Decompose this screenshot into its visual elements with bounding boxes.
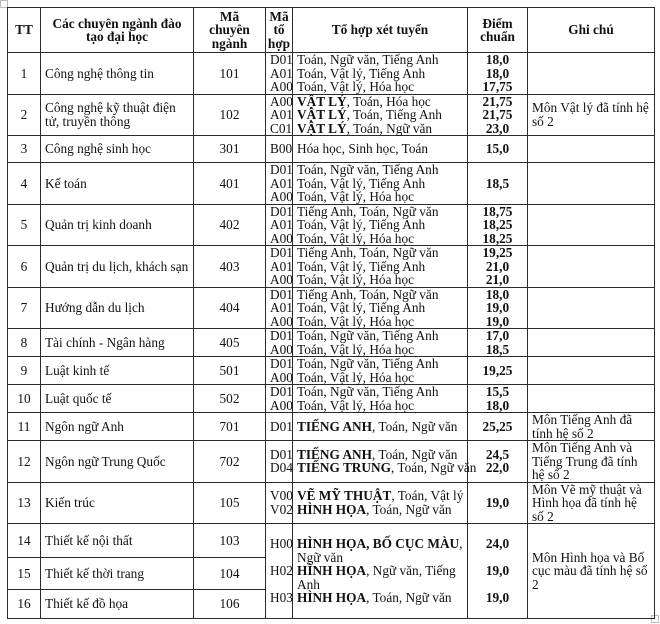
weighted-subject: HÌNH HỌA bbox=[297, 501, 367, 517]
note bbox=[528, 385, 655, 413]
combo-code: H02 bbox=[270, 563, 293, 578]
combo-code-cell bbox=[266, 357, 293, 385]
table-row bbox=[8, 329, 655, 357]
row-number: 4 bbox=[8, 163, 41, 205]
subject-combo bbox=[297, 564, 463, 591]
table-row bbox=[8, 246, 655, 288]
table-row bbox=[8, 204, 655, 246]
combo-code: D01 bbox=[270, 203, 293, 219]
major-name: Ngôn ngữ Anh bbox=[41, 413, 194, 441]
other-subjects: , Toán, Ngữ văn bbox=[346, 120, 433, 136]
combo-code: A01 bbox=[270, 65, 293, 81]
other-subjects: Toán, Ngữ văn, Tiếng Anh bbox=[297, 356, 439, 371]
cutoff-score-cell bbox=[468, 329, 528, 357]
cutoff-score: 18,5 bbox=[485, 341, 510, 357]
major-code: 104 bbox=[194, 557, 266, 590]
note bbox=[528, 246, 655, 288]
combo-code-cell bbox=[266, 441, 293, 483]
header-major-name: Các chuyên ngành đào tạo đại học bbox=[41, 8, 194, 53]
subject-combo bbox=[297, 205, 463, 219]
table-row bbox=[8, 53, 655, 95]
combo-code: D01 bbox=[270, 418, 293, 434]
row-number: 7 bbox=[8, 287, 41, 329]
combo-code: A01 bbox=[270, 300, 293, 315]
row-number: 6 bbox=[8, 246, 41, 288]
subject-combo bbox=[297, 246, 463, 260]
weighted-subject: VẬT LÝ bbox=[297, 93, 347, 109]
cutoff-score-cell bbox=[468, 246, 528, 288]
weighted-subject: TIẾNG ANH bbox=[297, 446, 372, 462]
combo-code-cell bbox=[266, 94, 293, 136]
table-row bbox=[8, 441, 655, 483]
note bbox=[528, 163, 655, 205]
cutoff-score: 24,5 bbox=[485, 446, 510, 462]
subject-combo bbox=[297, 218, 463, 232]
combo-code: V02 bbox=[270, 501, 293, 517]
cutoff-score: 19,0 bbox=[485, 590, 510, 605]
major-name: Luật kinh tế bbox=[41, 357, 194, 385]
weighted-subject: VẬT LÝ bbox=[297, 107, 347, 122]
combo-code: A00 bbox=[270, 189, 293, 204]
subject-combo bbox=[297, 460, 477, 476]
cutoff-score: 19,25 bbox=[482, 245, 513, 260]
row-number: 3 bbox=[8, 136, 41, 163]
cutoff-score-cell bbox=[468, 287, 528, 329]
cutoff-score: 18,0 bbox=[485, 397, 510, 413]
combo-code: D01 bbox=[270, 286, 293, 302]
combo-code: A01 bbox=[270, 217, 293, 232]
major-code: 103 bbox=[194, 524, 266, 558]
combo-code: A00 bbox=[270, 397, 293, 413]
row-number: 11 bbox=[8, 413, 41, 441]
row-number: 9 bbox=[8, 357, 41, 385]
subject-combo-cell bbox=[293, 163, 468, 205]
other-subjects: Tiếng Anh, Toán, Ngữ văn bbox=[297, 203, 439, 219]
cutoff-score-cell bbox=[468, 441, 528, 483]
subject-combo-cell bbox=[293, 136, 468, 163]
subject-combo-cell bbox=[293, 287, 468, 329]
row-number: 2 bbox=[8, 94, 41, 136]
cutoff-score: 21,75 bbox=[482, 93, 513, 109]
other-subjects: Toán, Vật lý, Hóa học bbox=[297, 397, 414, 413]
other-subjects: , Toán, Ngữ văn bbox=[366, 501, 452, 517]
major-code: 404 bbox=[194, 287, 266, 329]
cutoff-score: 21,0 bbox=[485, 258, 510, 274]
major-name: Kế toán bbox=[41, 163, 194, 205]
combo-code: A00 bbox=[270, 272, 293, 287]
subject-combo bbox=[297, 448, 463, 462]
combo-code: D01 bbox=[270, 162, 293, 177]
weighted-subject: VẬT LÝ bbox=[297, 120, 347, 136]
combo-code: D01 bbox=[270, 446, 293, 462]
other-subjects: , Ngữ văn bbox=[297, 536, 463, 565]
subject-combo-cell bbox=[293, 204, 468, 246]
cutoff-score: 19,0 bbox=[485, 300, 510, 315]
cutoff-score: 17,0 bbox=[485, 328, 510, 343]
combo-code: A00 bbox=[270, 341, 293, 357]
major-name: Luật quốc tế bbox=[41, 385, 194, 413]
combo-code: A00 bbox=[270, 93, 293, 109]
header-tt: TT bbox=[8, 8, 41, 53]
table-row bbox=[8, 385, 655, 413]
combo-code-cell bbox=[266, 385, 293, 413]
combo-code: A00 bbox=[270, 369, 293, 385]
subject-combo-cell bbox=[293, 329, 468, 357]
note bbox=[528, 136, 655, 163]
weighted-subject: TIẾNG ANH bbox=[297, 418, 372, 434]
admission-score-table bbox=[7, 7, 655, 619]
subject-combo bbox=[297, 260, 463, 274]
subject-combo bbox=[297, 343, 463, 357]
cutoff-score-cell bbox=[468, 204, 528, 246]
combo-code-cell bbox=[266, 246, 293, 288]
cutoff-score: 15,0 bbox=[485, 141, 510, 157]
table-row bbox=[8, 482, 655, 524]
major-name: Quản trị du lịch, khách sạn bbox=[41, 246, 194, 288]
combo-code: D04 bbox=[270, 460, 293, 476]
other-subjects: Toán, Vật lý, Tiếng Anh bbox=[297, 175, 426, 191]
cutoff-score: 19,0 bbox=[485, 563, 510, 578]
header-note: Ghi chú bbox=[528, 8, 655, 53]
other-subjects: , Ngữ văn, Tiếng Anh bbox=[297, 563, 456, 592]
major-code: 101 bbox=[194, 53, 266, 95]
subject-combo bbox=[297, 385, 463, 399]
major-name: Công nghệ kỹ thuật điện tử, truyền thông bbox=[41, 94, 194, 136]
table-header-row bbox=[8, 8, 655, 53]
subject-combo bbox=[297, 53, 463, 67]
major-name: Thiết kế đồ họa bbox=[41, 590, 194, 619]
subject-combo bbox=[297, 357, 463, 371]
other-subjects: , Toán, Ngữ văn bbox=[372, 446, 458, 462]
subject-combo-cell bbox=[293, 441, 477, 483]
subject-combo-cell bbox=[293, 524, 468, 619]
subject-combo bbox=[297, 108, 463, 122]
other-subjects: Toán, Ngữ văn, Tiếng Anh bbox=[297, 162, 439, 177]
subject-combo bbox=[297, 315, 463, 329]
cutoff-score: 18,0 bbox=[485, 52, 510, 67]
other-subjects: Toán, Vật lý, Hóa học bbox=[297, 313, 414, 329]
subject-combo bbox=[297, 420, 463, 434]
row-number: 5 bbox=[8, 204, 41, 246]
major-code: 402 bbox=[194, 204, 266, 246]
subject-combo bbox=[297, 190, 463, 204]
combo-code-cell bbox=[266, 524, 293, 619]
cutoff-score: 18,0 bbox=[485, 286, 510, 302]
other-subjects: Toán, Vật lý, Hóa học bbox=[297, 272, 414, 287]
cutoff-score-cell bbox=[468, 482, 528, 524]
weighted-subject: HÌNH HỌA, BỐ CỤC MÀU bbox=[297, 536, 460, 551]
other-subjects: , Toán, Ngữ văn bbox=[390, 460, 477, 476]
cutoff-score-cell bbox=[468, 163, 528, 205]
cutoff-score-cell bbox=[468, 136, 528, 163]
subject-combo bbox=[297, 122, 463, 136]
major-code: 502 bbox=[194, 385, 266, 413]
combo-code: A01 bbox=[270, 175, 293, 191]
weighted-subject: HÌNH HỌA bbox=[297, 590, 367, 605]
other-subjects: , Toán, Ngữ văn bbox=[372, 418, 458, 434]
major-code: 405 bbox=[194, 329, 266, 357]
combo-code: A00 bbox=[270, 230, 293, 246]
combo-code: C01 bbox=[270, 120, 293, 136]
note bbox=[528, 53, 655, 95]
combo-code: D01 bbox=[270, 356, 293, 371]
cutoff-score: 25,25 bbox=[482, 418, 513, 434]
row-number: 16 bbox=[8, 590, 41, 619]
major-code: 501 bbox=[194, 357, 266, 385]
cutoff-score-cell bbox=[468, 94, 528, 136]
cutoff-score: 18,0 bbox=[485, 65, 510, 81]
major-name: Công nghệ thông tin bbox=[41, 53, 194, 95]
table-row bbox=[8, 287, 655, 329]
row-number: 8 bbox=[8, 329, 41, 357]
cutoff-score-cell bbox=[468, 524, 528, 619]
other-subjects: Hóa học, Sinh học, Toán bbox=[297, 141, 429, 157]
combo-code-cell bbox=[266, 287, 293, 329]
major-name: Kiến trúc bbox=[41, 482, 194, 524]
major-name: Thiết kế thời trang bbox=[41, 557, 194, 590]
other-subjects: Toán, Vật lý, Hóa học bbox=[297, 341, 414, 357]
cutoff-score: 18,25 bbox=[482, 217, 513, 232]
major-name: Ngôn ngữ Trung Quốc bbox=[41, 441, 194, 483]
weighted-subject: TIẾNG TRUNG bbox=[297, 460, 391, 476]
row-number: 12 bbox=[8, 441, 41, 483]
subject-combo bbox=[297, 67, 463, 81]
table-row bbox=[8, 357, 655, 385]
subject-combo bbox=[297, 329, 463, 343]
subject-combo bbox=[297, 537, 463, 564]
cutoff-score: 23,0 bbox=[485, 120, 510, 136]
major-name: Quản trị kinh doanh bbox=[41, 204, 194, 246]
other-subjects: Tiếng Anh, Toán, Ngữ văn bbox=[297, 245, 439, 260]
cutoff-score-cell bbox=[468, 357, 528, 385]
subject-combo-cell bbox=[293, 482, 468, 524]
subject-combo bbox=[297, 301, 463, 315]
cutoff-score: 21,75 bbox=[482, 107, 513, 122]
combo-code: H00 bbox=[270, 536, 293, 551]
cutoff-score-cell bbox=[468, 53, 528, 95]
other-subjects: Toán, Vật lý, Hóa học bbox=[297, 230, 414, 246]
major-code: 102 bbox=[194, 94, 266, 136]
cutoff-score: 19,0 bbox=[485, 495, 510, 510]
cutoff-score: 18,75 bbox=[482, 203, 513, 219]
subject-combo bbox=[297, 177, 463, 191]
combo-code: D01 bbox=[270, 52, 293, 67]
combo-code-cell bbox=[266, 482, 293, 524]
cutoff-score: 19,0 bbox=[485, 313, 510, 329]
subject-combo bbox=[297, 142, 463, 156]
subject-combo bbox=[297, 489, 463, 503]
subject-combo bbox=[297, 399, 463, 413]
note: Môn Tiếng Anh đã tính hệ số 2 bbox=[528, 413, 655, 441]
subject-combo-cell bbox=[293, 94, 468, 136]
other-subjects: Toán, Vật lý, Tiếng Anh bbox=[297, 217, 426, 232]
other-subjects: Toán, Vật lý, Tiếng Anh bbox=[297, 300, 426, 315]
note: Môn Hình họa và Bố cục màu đã tính hệ số 2 bbox=[528, 524, 655, 619]
subject-combo-cell bbox=[293, 53, 468, 95]
table-row bbox=[8, 136, 655, 163]
other-subjects: , Toán, Vật lý bbox=[391, 488, 464, 504]
other-subjects: Toán, Ngữ văn, Tiếng Anh bbox=[297, 52, 439, 67]
major-code: 105 bbox=[194, 482, 266, 524]
combo-code: D01 bbox=[270, 384, 293, 399]
other-subjects: Toán, Ngữ văn, Tiếng Anh bbox=[297, 384, 439, 399]
note: Môn Vẽ mỹ thuật và Hình họa đã tính hệ số 2 bbox=[528, 482, 655, 524]
other-subjects: Toán, Vật lý, Hóa học bbox=[297, 189, 414, 204]
subject-combo-cell bbox=[293, 357, 468, 385]
major-name: Công nghệ sinh học bbox=[41, 136, 194, 163]
subject-combo bbox=[297, 503, 463, 517]
row-number: 10 bbox=[8, 385, 41, 413]
other-subjects: Tiếng Anh, Toán, Ngữ văn bbox=[297, 286, 439, 302]
combo-code-cell bbox=[266, 163, 293, 205]
cutoff-score-cell bbox=[468, 385, 528, 413]
cutoff-score: 17,75 bbox=[482, 79, 513, 94]
subject-combo bbox=[297, 288, 463, 302]
note bbox=[528, 204, 655, 246]
subject-combo bbox=[297, 591, 463, 618]
combo-code: A00 bbox=[270, 313, 293, 329]
cutoff-score: 18,25 bbox=[482, 230, 513, 246]
cutoff-score: 15,5 bbox=[485, 384, 510, 399]
subject-combo bbox=[297, 80, 463, 94]
combo-code: V00 bbox=[270, 488, 293, 504]
cutoff-score: 19,25 bbox=[482, 362, 513, 378]
note bbox=[528, 329, 655, 357]
header-combo-code: Mã tổ hợp bbox=[266, 8, 293, 53]
other-subjects: , Toán, Tiếng Anh bbox=[346, 107, 442, 122]
subject-combo bbox=[297, 163, 463, 177]
row-number: 13 bbox=[8, 482, 41, 524]
subject-combo-cell bbox=[293, 413, 468, 441]
major-name: Hướng dẫn du lịch bbox=[41, 287, 194, 329]
weighted-subject: VẼ MỸ THUẬT bbox=[297, 488, 392, 504]
note: Môn Vật lý đã tính hệ số 2 bbox=[528, 94, 655, 136]
subject-combo bbox=[297, 273, 463, 287]
note bbox=[528, 287, 655, 329]
combo-code-cell bbox=[266, 329, 293, 357]
table-row bbox=[8, 163, 655, 205]
weighted-subject: HÌNH HỌA bbox=[297, 563, 367, 578]
major-code: 403 bbox=[194, 246, 266, 288]
major-code: 701 bbox=[194, 413, 266, 441]
combo-code: A01 bbox=[270, 258, 293, 274]
table-row bbox=[8, 94, 655, 136]
combo-code-cell bbox=[266, 53, 293, 95]
table-body bbox=[8, 53, 655, 619]
subject-combo bbox=[297, 371, 463, 385]
subject-combo-cell bbox=[293, 385, 468, 413]
major-code: 401 bbox=[194, 163, 266, 205]
major-name: Tài chính - Ngân hàng bbox=[41, 329, 194, 357]
combo-code: A01 bbox=[270, 107, 293, 122]
combo-code: A00 bbox=[270, 79, 293, 94]
cutoff-score: 18,5 bbox=[485, 175, 510, 191]
header-subject-combo: Tổ hợp xét tuyển bbox=[293, 8, 468, 53]
combo-code: B00 bbox=[270, 141, 293, 157]
other-subjects: , Toán, Ngữ văn bbox=[366, 590, 452, 605]
row-number: 1 bbox=[8, 53, 41, 95]
other-subjects: Toán, Vật lý, Tiếng Anh bbox=[297, 65, 426, 81]
combo-code-cell bbox=[266, 413, 293, 441]
table-row bbox=[8, 524, 655, 558]
subject-combo-cell bbox=[293, 246, 468, 288]
combo-code: H03 bbox=[270, 590, 293, 605]
other-subjects: Toán, Vật lý, Hóa học bbox=[297, 369, 414, 385]
major-code: 106 bbox=[194, 590, 266, 619]
major-code: 301 bbox=[194, 136, 266, 163]
combo-code-cell bbox=[266, 136, 293, 163]
other-subjects: , Toán, Hóa học bbox=[346, 93, 431, 109]
table-row bbox=[8, 413, 655, 441]
combo-code-cell bbox=[266, 204, 293, 246]
major-name: Thiết kế nội thất bbox=[41, 524, 194, 558]
header-cutoff-score: Điểm chuẩn bbox=[468, 8, 528, 53]
cutoff-score: 21,0 bbox=[485, 272, 510, 287]
combo-code: D01 bbox=[270, 245, 293, 260]
note bbox=[528, 357, 655, 385]
cutoff-score: 22,0 bbox=[485, 460, 510, 476]
other-subjects: Toán, Vật lý, Tiếng Anh bbox=[297, 258, 426, 274]
other-subjects: Toán, Ngữ văn, Tiếng Anh bbox=[297, 328, 439, 343]
combo-code: D01 bbox=[270, 328, 293, 343]
cutoff-score: 24,0 bbox=[485, 536, 510, 551]
note: Môn Tiếng Anh và Tiếng Trung đã tính hệ số 2 bbox=[528, 441, 655, 483]
other-subjects: Toán, Vật lý, Hóa học bbox=[297, 79, 414, 94]
subject-combo bbox=[297, 95, 463, 109]
row-number: 14 bbox=[8, 524, 41, 558]
cutoff-score-cell bbox=[468, 413, 528, 441]
header-major-code: Mã chuyên ngành bbox=[194, 8, 266, 53]
row-number: 15 bbox=[8, 557, 41, 590]
major-code: 702 bbox=[194, 441, 266, 483]
subject-combo bbox=[297, 232, 463, 246]
